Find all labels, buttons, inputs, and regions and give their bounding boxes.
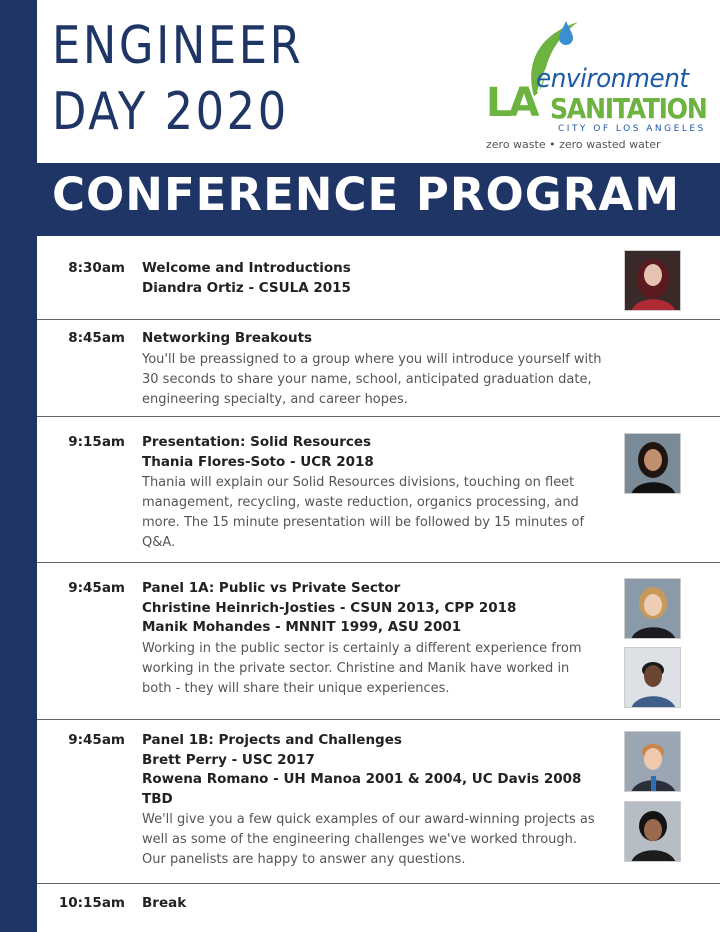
speaker-photo — [624, 647, 681, 708]
session-title: Welcome and Introductions — [142, 260, 351, 276]
speaker-photo — [624, 731, 681, 792]
event-title-line1: ENGINEER — [52, 16, 304, 76]
session-block — [142, 433, 602, 553]
session-speaker: Thania Flores-Soto - UCR 2018 — [142, 453, 374, 470]
session-title: Panel 1B: Projects and Challenges — [142, 732, 402, 748]
session-time: 10:15am — [58, 895, 125, 911]
session-speaker: Rowena Romano - UH Manoa 2001 & 2004, UC Davis 2008 — [142, 771, 582, 787]
session-description: You'll be preassigned to a group where you will introduce yourself with 30 seconds to share your name, school, anticipated graduation date, engineering specialty, and career hopes. — [142, 351, 602, 407]
portrait-icon — [625, 732, 681, 792]
session-block — [142, 329, 602, 410]
logo-la-text: LA — [486, 80, 537, 126]
event-title-line2: DAY 2020 — [52, 82, 289, 142]
session-description: Thania will explain our Solid Resources divisions, touching on fleet management, recycling, waste reduction, organics processing, and more. The 15 minute presentation will be followed by 15 minutes of Q&A. — [142, 475, 585, 550]
session-speaker: Manik Mohandes - MNNIT 1999, ASU 2001 — [142, 619, 462, 635]
session-speaker: TBD — [142, 790, 173, 807]
session-block — [142, 731, 602, 870]
speaker-photo — [624, 578, 681, 639]
la-sanitation-logo — [486, 12, 712, 154]
session-block — [142, 894, 602, 914]
session-time: 9:15am — [68, 434, 125, 450]
session-time: 9:45am — [68, 732, 125, 748]
session-time: 8:30am — [68, 260, 125, 276]
water-drop-icon — [558, 20, 574, 46]
portrait-icon — [625, 434, 681, 494]
session-speaker: Brett Perry - USC 2017 — [142, 751, 315, 768]
session-description: We'll give you a few quick examples of our award-winning projects as well as some of the engineering challenges we've worked through. Our panelists are happy to answer any questions. — [142, 812, 595, 867]
sidebar-stripe — [0, 0, 37, 932]
session-title: Presentation: Solid Resources — [142, 434, 372, 450]
row-divider — [37, 883, 720, 884]
session-block — [142, 579, 602, 699]
session-title: Panel 1A: Public vs Private Sector — [142, 580, 401, 596]
session-block — [142, 259, 602, 298]
session-time: 9:45am — [68, 580, 125, 596]
logo-tagline: zero waste • zero wasted water — [486, 138, 661, 151]
session-title: Networking Breakouts — [142, 330, 313, 346]
session-speaker: Christine Heinrich-Josties - CSUN 2013, CPP 2018 — [142, 599, 517, 616]
logo-environment-text: environment — [536, 64, 689, 94]
portrait-icon — [625, 802, 681, 862]
speaker-photo — [624, 801, 681, 862]
session-description: Working in the public sector is certainly a different experience from working in the private sector. Christine and Manik have worked in both - they will share their unique experiences. — [142, 640, 582, 696]
program-banner-title: CONFERENCE PROGRAM — [52, 168, 680, 221]
logo-sanitation-text: SANITATION — [550, 92, 707, 125]
portrait-icon — [625, 251, 681, 311]
speaker-photo — [624, 433, 681, 494]
portrait-icon — [625, 579, 681, 639]
row-divider — [37, 319, 720, 320]
row-divider — [37, 416, 720, 417]
speaker-photo — [624, 250, 681, 311]
row-divider — [37, 719, 720, 720]
portrait-icon — [625, 648, 681, 708]
session-time: 8:45am — [68, 330, 125, 346]
session-speaker: Diandra Ortiz - CSULA 2015 — [142, 279, 351, 296]
row-divider — [37, 562, 720, 563]
logo-city-text: CITY OF LOS ANGELES — [558, 124, 706, 134]
session-title: Break — [142, 895, 187, 911]
